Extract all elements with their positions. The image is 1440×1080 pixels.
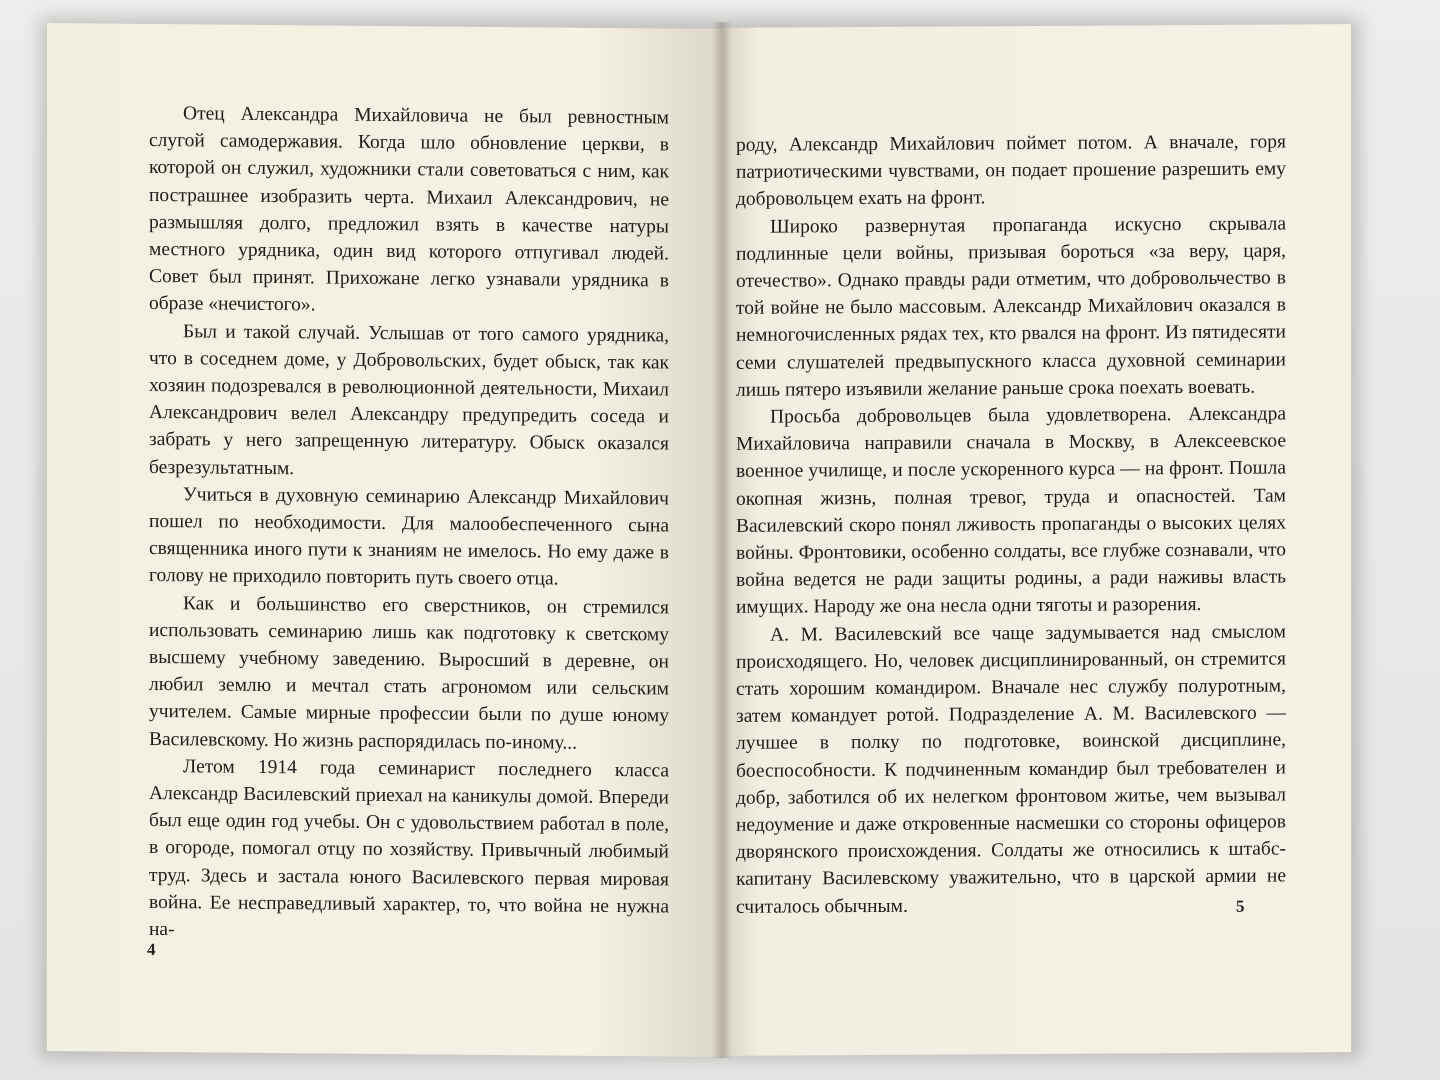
paragraph: А. М. Василевский все чаще задумывается над смыслом происходящего. Но, человек дисциплинированный, он стремится стать хорошим командиром. Вначале нес службу полуротным, затем командует ротой. Подразделение А. М. Василевского — лучшее в полку по подготовке, воинской дисциплине, боеспособности. К подчиненным командир был требователен и добр, заботился об их нелегком фронтовом житье, чем вызывал недоумение и даже откровенные насмешки со стороны офицеров дворянского происхождения. Солдаты же относились к штабс-капитану Василевскому уважительно, что в царской армии не считалось обычным. (736, 621, 1286, 918)
paragraph: Летом 1914 года семинарист последнего класса Александр Василевский приехал на каникулы домой. Впереди был еще один год учебы. Он с удовольствием работал в поле, в огороде, помогал отцу по хозяйству. Привычный любимый труд. Здесь и застала юного Василевского первая мировая война. Ее несправедливый характер, то, что война не нужна на- (149, 756, 669, 941)
page-number: 5 (1236, 896, 1245, 916)
paragraph: Отец Александра Михайловича не был ревностным слугой самодержавия. Когда шло обновление церкви, в которой он служил, художники стали советоваться с ним, как пострашнее изобразить черта. Михаил Александрович, не размышляя долго, предложил взять в качестве натуры местного урядника, один вид которого отпугивал людей. Совет был принят. Прихожане легко узнавали урядника в образе «нечистого». (149, 103, 669, 316)
paragraph: Был и такой случай. Услышав от того самого урядника, что в соседнем доме, у Добровольских, будет обыск, так как хозяин подозревался в революционной деятельности, Михаил Александрович велел Александру предупредить соседа и забрать у него запрещенную литературу. Обыск оказался безрезультатным. (149, 320, 669, 479)
continued-paragraph: роду, Александр Михайлович поймет потом. А вначале, горя патриотическими чувствами, он подает прошение разрешить ему добровольцем ехать на фронт. (736, 131, 1286, 211)
page-number: 4 (147, 939, 156, 960)
left-page (46, 23, 722, 1057)
right-page-text (736, 128, 1286, 920)
right-page (722, 24, 1352, 1056)
paragraph: Учиться в духовную семинарию Александр Михайлович пошел по необходимости. Для малообеспеченного сына священника иного пути к знаниям не имелось. Но ему даже в голову не приходило повторить путь своего отца. (149, 484, 669, 590)
left-page-text (149, 100, 669, 948)
paragraph: Просьба добровольцев была удовлетворена. Александра Михайловича направили сначала в Москву, в Алексеевское военное училище, и после ускоренного курса — на фронт. Пошла окопная жизнь, полная тревог, труда и опасностей. Там Василевский скоро понял лживость пропаганды о высоких целях войны. Фронтовики, особенно солдаты, все глубже сознавали, что война ведется не ради защиты родины, а ради наживы власть имущих. Народу же она несла одни тяготы и разорения. (736, 403, 1286, 619)
book-spine (712, 22, 732, 1058)
paragraph: Широко развернутая пропаганда искусно скрывала подлинные цели войны, призывая бороться «за веру, царя, отечество». Однако правды ради отметим, что добровольчество в той войне не было массовым. Александр Михайлович оказался в немногочисленных рядах тех, кто рвался на фронт. Из пятидесяти семи слушателей предвыпускного класса духовной семинарии лишь пятеро изъявили желание раньше срока поехать воевать. (736, 213, 1286, 401)
paragraph: Как и большинство его сверстников, он стремился использовать семинарию лишь как подготовку к светскому высшему учебному заведению. Выросший в деревне, он любил землю и мечтал стать агрономом или сельским учителем. Самые мирные профессии были по душе юному Василевскому. Но жизнь распорядилась по-иному... (149, 592, 669, 754)
